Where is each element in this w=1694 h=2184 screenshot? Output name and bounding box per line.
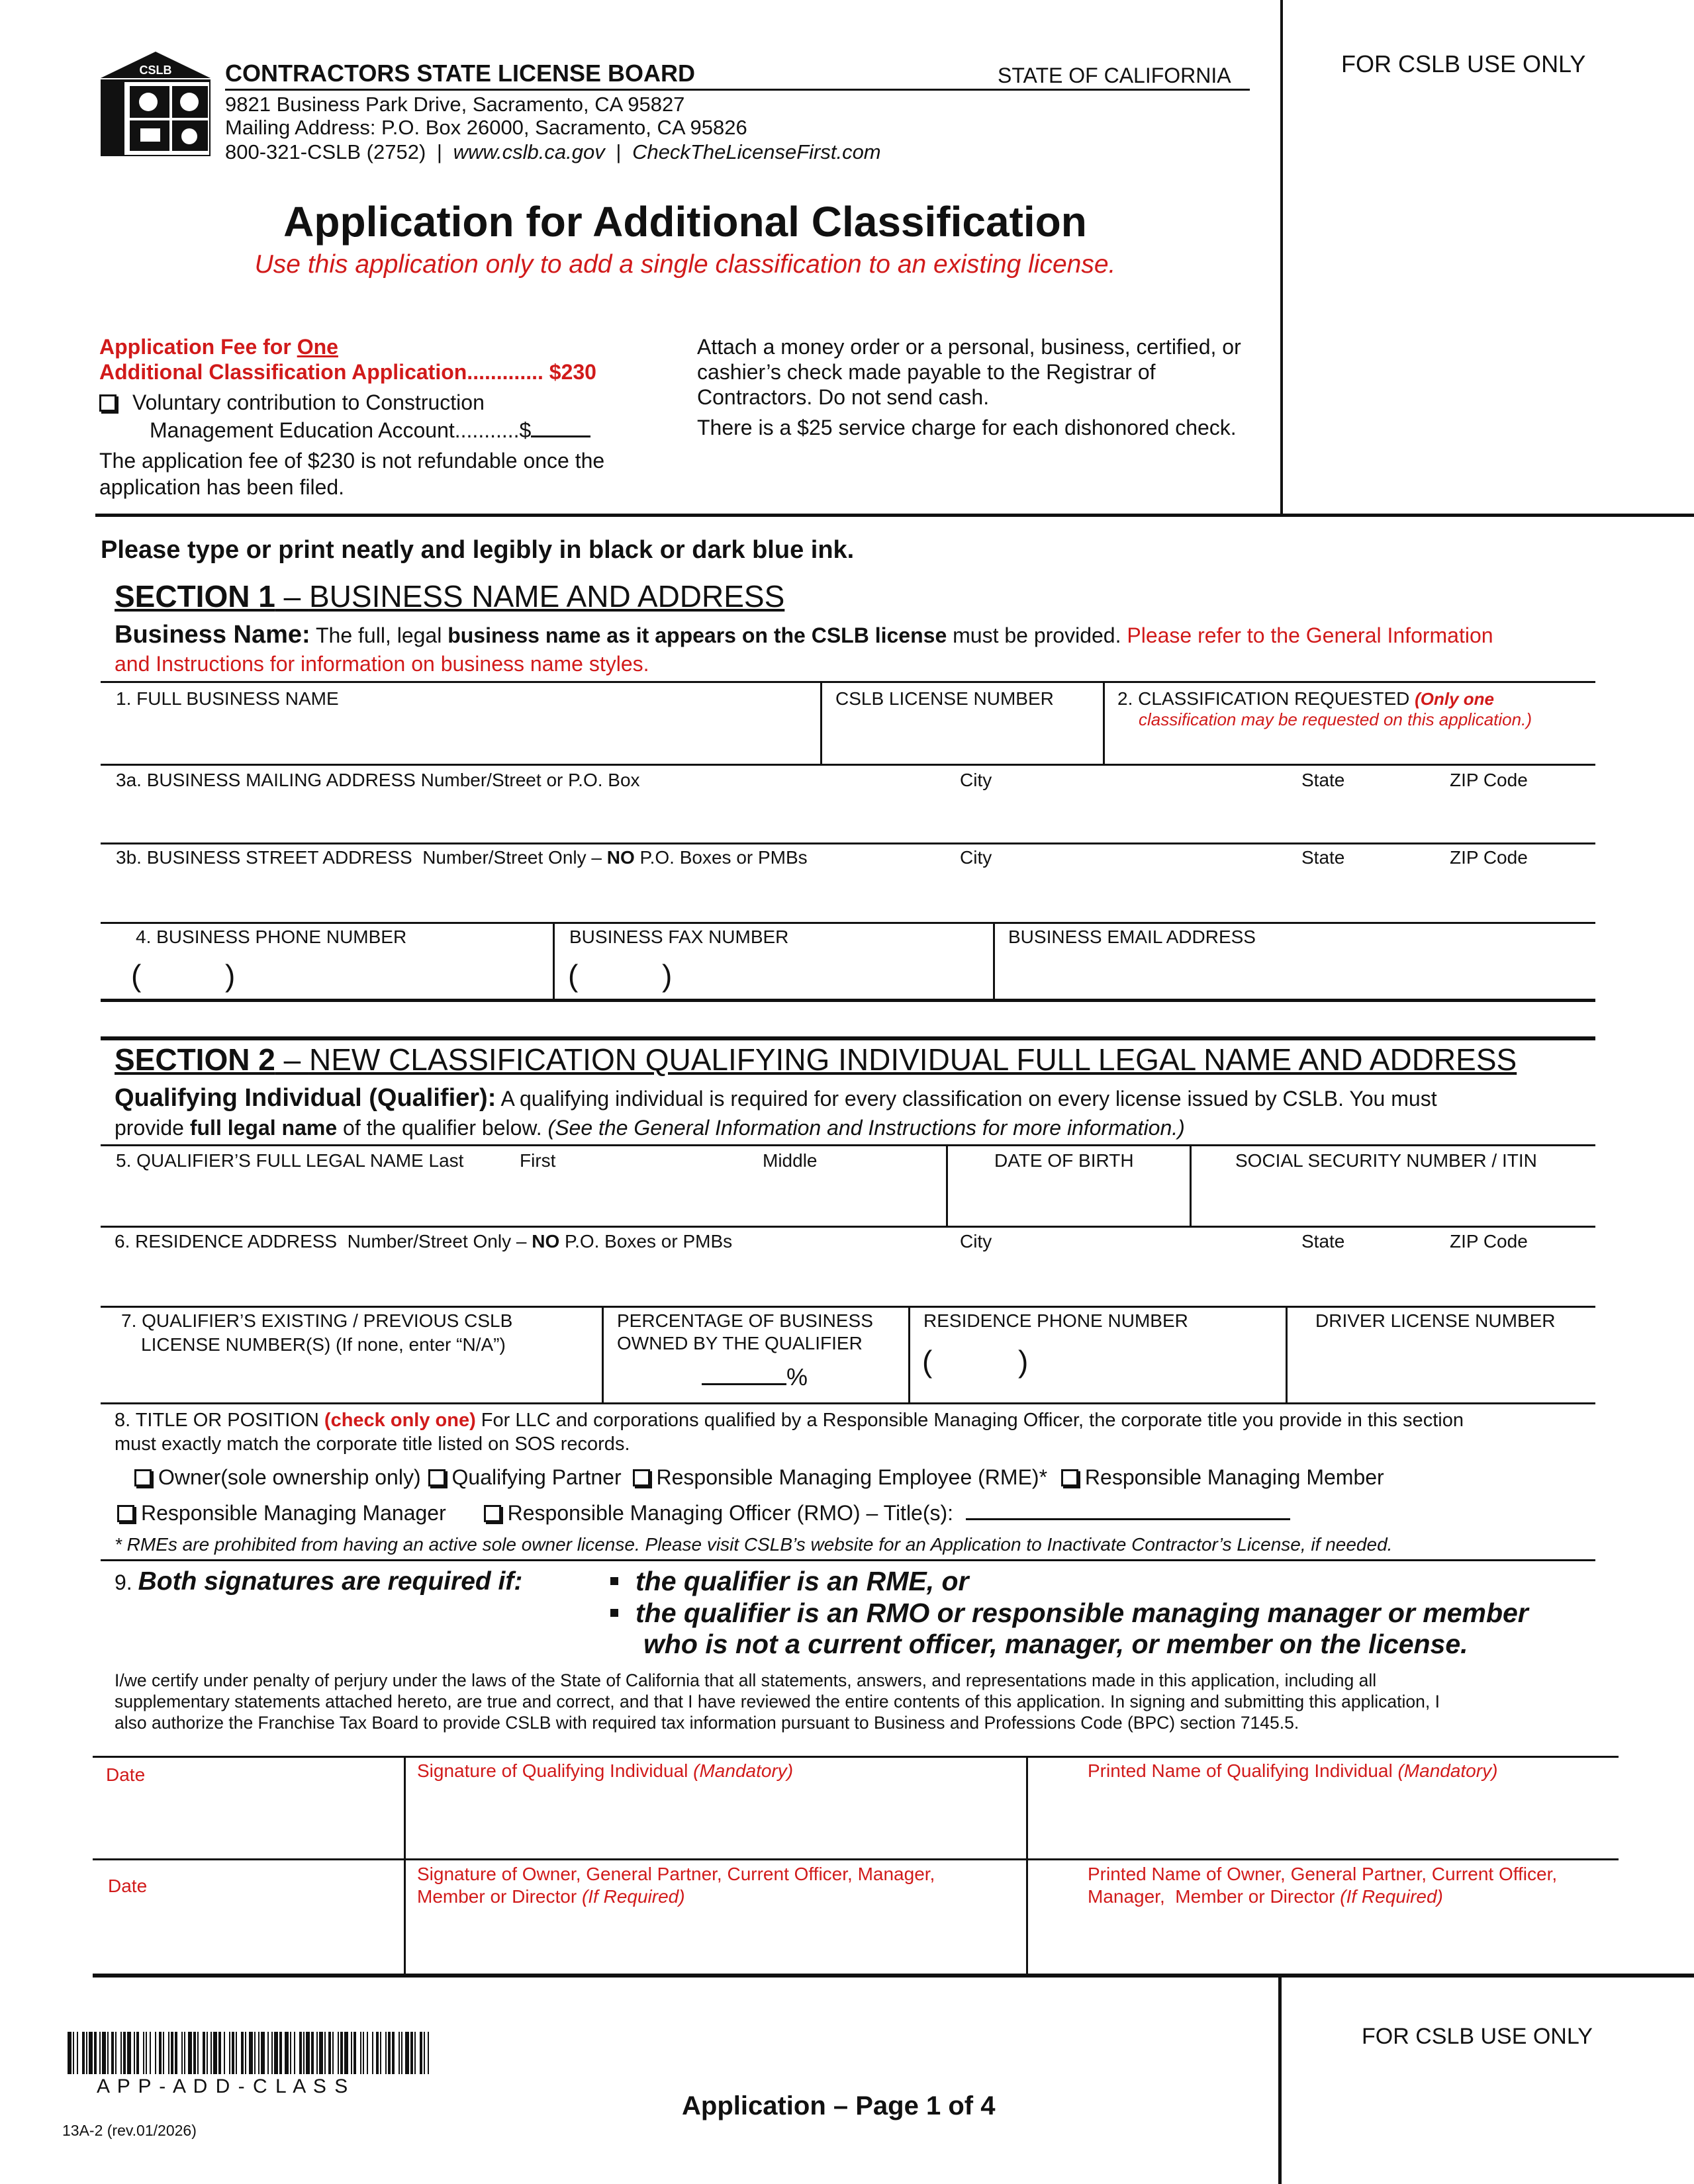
barcode-bar (261, 2032, 265, 2074)
residence-address-field[interactable] (101, 1255, 1595, 1305)
check-license-link[interactable]: CheckTheLicenseFirst.com (632, 140, 881, 163)
section-2-heading (115, 1042, 1517, 1077)
business-fax-label: BUSINESS FAX NUMBER (569, 927, 789, 947)
street-address-field[interactable] (101, 871, 1595, 921)
owner-option-label: Owner(sole ownership only) (158, 1465, 421, 1489)
title-position-label (115, 1410, 1464, 1432)
f8-pre: 8. TITLE OR POSITION (115, 1410, 324, 1431)
classification-note-1: (Only one (1415, 689, 1495, 709)
barcode-bar (290, 2032, 291, 2074)
barcode-bar (94, 2032, 97, 2074)
business-name-note (115, 621, 1493, 649)
office-use-label: FOR CSLB USE ONLY (1341, 50, 1586, 77)
residence-phone-field[interactable] (910, 1343, 1285, 1400)
barcode-bar (68, 2032, 71, 2074)
classification-note-2: classification may be requested on this application.) (1139, 709, 1532, 729)
footer-office-use-label: FOR CSLB USE ONLY (1362, 2024, 1593, 2049)
separator: | (436, 140, 442, 163)
row-rule (101, 681, 1595, 683)
barcode-bar (338, 2032, 339, 2074)
fee-one: One (297, 335, 338, 359)
title-position-line-2: must exactly match the corporate title listed on SOS records. (115, 1433, 630, 1455)
mailing-address-label: 3a. BUSINESS MAILING ADDRESS Number/Street or P.O. Box (116, 770, 640, 790)
classification-label (1117, 688, 1494, 709)
barcode-bar (99, 2032, 101, 2074)
barcode-bar (258, 2032, 259, 2074)
percent-sign: % (786, 1363, 808, 1390)
barcode-bar (319, 2032, 323, 2074)
fax-paren-close: ) (662, 958, 673, 993)
f9-bullet-1-text: the qualifier is an RME, or (635, 1566, 969, 1596)
barcode-bar (211, 2032, 212, 2074)
barcode-bar (245, 2032, 246, 2074)
voluntary-line-2: Management Education Account...........$ (150, 418, 532, 442)
rmm-manager-label: Responsible Managing Manager (141, 1501, 446, 1525)
separator: | (616, 140, 622, 163)
rmm-member-checkbox[interactable] (1061, 1469, 1078, 1486)
barcode-bar (150, 2032, 151, 2074)
barcode-bar (188, 2032, 192, 2074)
refund-line-2: application has been filed. (99, 475, 345, 499)
title-options-row-2 (117, 1501, 1290, 1525)
barcode-bar (107, 2032, 109, 2074)
footer-office-border (1278, 1976, 1282, 2184)
signatures-required-heading (115, 1567, 522, 1596)
barcode-bar (73, 2032, 74, 2074)
bn-bold: business name as it appears on the CSLB license (447, 623, 947, 647)
bullet-icon (610, 1577, 618, 1585)
owner-signature-label-2 (417, 1886, 685, 1907)
voluntary-amount-field[interactable] (531, 435, 590, 437)
street-state-label: State (1301, 847, 1345, 868)
barcode-bar (376, 2032, 379, 2074)
f9-bullet-3-text: who is not a current officer, manager, or member on the license. (643, 1629, 1468, 1659)
percentage-field-wrap (702, 1363, 808, 1391)
row-rule (101, 1559, 1595, 1561)
middle-name-label: Middle (763, 1150, 818, 1171)
qualifying-partner-label: Qualifying Partner (451, 1465, 622, 1489)
barcode-bar (146, 2032, 147, 2074)
street-address-pre: 3b. BUSINESS STREET ADDRESS Number/Street Only – (116, 847, 607, 868)
fee-line-1 (99, 335, 338, 359)
sig-bottom-rule (93, 1974, 1694, 1978)
attach-line-3: Contractors. Do not send cash. (697, 385, 990, 409)
barcode-bar (392, 2032, 395, 2074)
qualifier-label: Qualifying Individual (Qualifier): (115, 1084, 496, 1112)
barcode-bar (123, 2032, 126, 2074)
printed-owner-if-required: (If Required) (1340, 1886, 1443, 1907)
mailing-line: Mailing Address: P.O. Box 26000, Sacramento, CA 95826 (225, 116, 747, 139)
license-number-field[interactable] (822, 711, 1102, 763)
business-phone-label: 4. BUSINESS PHONE NUMBER (136, 927, 407, 947)
barcode-bar (229, 2032, 230, 2074)
barcode-bar (388, 2032, 391, 2074)
sig-owner-if-required: (If Required) (581, 1886, 685, 1907)
barcode-bar (294, 2032, 295, 2074)
existing-license-label-2: LICENSE NUMBER(S) (If none, enter “N/A”) (141, 1334, 506, 1355)
date-label-2: Date (108, 1876, 148, 1896)
barcode-bar (171, 2032, 173, 2074)
barcode-bar (410, 2032, 413, 2074)
qualifier-name-label: 5. QUALIFIER’S FULL LEGAL NAME Last (116, 1150, 464, 1171)
f9-title: Both signatures are required if: (138, 1567, 523, 1596)
barcode-bar (267, 2032, 269, 2074)
barcode-bar (197, 2032, 199, 2074)
percentage-label-1: PERCENTAGE OF BUSINESS (617, 1310, 873, 1331)
existing-license-label-1: 7. QUALIFIER’S EXISTING / PREVIOUS CSLB (121, 1310, 513, 1331)
barcode-bar (155, 2032, 156, 2074)
row-rule (101, 842, 1595, 844)
res-phone-paren-close: ) (1018, 1344, 1029, 1379)
mailing-zip-label: ZIP Code (1450, 770, 1528, 790)
row-rule (101, 1144, 1595, 1146)
service-charge: There is a $25 service charge for each dishonored check. (697, 416, 1237, 439)
date-field-2[interactable] (93, 1899, 402, 1972)
barcode-bar (399, 2032, 400, 2074)
header-bottom-rule (95, 514, 1694, 517)
page-title: Application for Additional Classification (283, 198, 1087, 246)
street-address-post: P.O. Boxes or PMBs (634, 847, 808, 868)
section-2-top-rule (101, 1036, 1595, 1040)
barcode-bar (306, 2032, 310, 2074)
barcode-bar (299, 2032, 302, 2074)
barcode-bar (285, 2032, 289, 2074)
business-name-label: Business Name: (115, 621, 310, 649)
ssn-label: SOCIAL SECURITY NUMBER / ITIN (1235, 1150, 1537, 1171)
phone-paren-close: ) (225, 958, 236, 993)
barcode-bar (207, 2032, 208, 2074)
header-rule (225, 89, 1250, 91)
barcode-bar (77, 2032, 78, 2074)
sig-rule (93, 1858, 1619, 1860)
date-label-1: Date (106, 1764, 146, 1785)
barcode-bar (203, 2032, 205, 2074)
barcode-bar (82, 2032, 85, 2074)
rme-checkbox[interactable] (633, 1469, 650, 1486)
sig-qi-mandatory: (Mandatory) (693, 1760, 794, 1781)
residence-zip-label: ZIP Code (1450, 1231, 1528, 1251)
barcode-bar (168, 2032, 169, 2074)
f9-bullet-2 (610, 1598, 1529, 1629)
barcode-text: A P P - A D D - C L A S S (97, 2075, 350, 2097)
street-zip-label: ZIP Code (1450, 847, 1528, 868)
barcode-bar (193, 2032, 196, 2074)
percentage-field[interactable] (702, 1383, 786, 1385)
barcode-bar (363, 2032, 364, 2074)
owner-signature-label-1: Signature of Owner, General Partner, Current Officer, Manager, (417, 1864, 935, 1884)
f8-red: (check only one) (324, 1410, 476, 1431)
street-address-no: NO (606, 847, 635, 868)
section-1-dash: – (275, 579, 309, 614)
barcode-bar (159, 2032, 162, 2074)
full-business-name-label: 1. FULL BUSINESS NAME (116, 688, 339, 709)
qn-pre: provide (115, 1116, 190, 1140)
cslb-logo-icon (101, 52, 211, 156)
qualifier-note-2 (115, 1116, 1185, 1140)
existing-license-field[interactable] (101, 1360, 601, 1401)
certification-line-1: I/we certify under penalty of perjury under the laws of the State of California that all statements, answers, and representations made in this application, including all (115, 1670, 1377, 1690)
bn-red-1: Please refer to the General Information (1127, 623, 1493, 647)
fax-paren-open: ( (568, 958, 579, 993)
title-options-row-1 (134, 1465, 1384, 1490)
bullet-icon (610, 1609, 618, 1617)
license-number-label: CSLB LICENSE NUMBER (835, 688, 1054, 709)
printed-owner-2-text: Manager, Member or Director (1088, 1886, 1341, 1907)
res-pre: 6. RESIDENCE ADDRESS Number/Street Only – (115, 1231, 532, 1251)
residence-city-label: City (960, 1231, 992, 1251)
sig-qi-text: Signature of Qualifying Individual (417, 1760, 694, 1781)
mailing-address-field[interactable] (101, 794, 1595, 841)
row-rule (101, 1226, 1595, 1228)
dob-label: DATE OF BIRTH (994, 1150, 1134, 1171)
barcode-bar (175, 2032, 177, 2074)
street-address-label (116, 847, 808, 868)
dob-field[interactable] (948, 1175, 1189, 1225)
rmm-member-label: Responsible Managing Member (1084, 1465, 1384, 1489)
barcode-bar (102, 2032, 106, 2074)
page-indicator: Application – Page 1 of 4 (682, 2091, 996, 2120)
barcode-bar (414, 2032, 416, 2074)
barcode-bar (115, 2032, 117, 2074)
phone-paren-open: ( (131, 958, 142, 993)
refund-line-1: The application fee of $230 is not refundable once the (99, 449, 605, 473)
residence-phone-label: RESIDENCE PHONE NUMBER (923, 1310, 1188, 1331)
qualifier-signature-field[interactable] (406, 1787, 1025, 1857)
certification-line-2: supplementary statements attached hereto, are true and correct, and that I have reviewed the entire contents of this application. In signing and submitting this application, I (115, 1692, 1440, 1711)
res-no: NO (532, 1231, 560, 1251)
residence-address-label (115, 1231, 732, 1252)
sig-owner-2-text: Member or Director (417, 1886, 582, 1907)
f9-bullet-1 (610, 1566, 968, 1597)
barcode-bar (181, 2032, 183, 2074)
barcode-bar (254, 2032, 256, 2074)
business-email-label: BUSINESS EMAIL ADDRESS (1008, 927, 1256, 947)
ssn-field[interactable] (1192, 1175, 1594, 1225)
barcode-bar (218, 2032, 221, 2074)
qualifier-note (115, 1084, 1437, 1113)
barcode-bar (136, 2032, 139, 2074)
bn-red-2: and Instructions for information on business name styles. (115, 652, 649, 676)
section-1-bottom-rule (101, 999, 1595, 1002)
attach-line-2: cashier’s check made payable to the Registrar of (697, 360, 1156, 384)
rmo-checkbox[interactable] (484, 1505, 501, 1522)
barcode-bar (213, 2032, 217, 2074)
col-rule (602, 1306, 604, 1402)
barcode-bar (143, 2032, 144, 2074)
barcode-bar (271, 2032, 273, 2074)
driver-license-label: DRIVER LICENSE NUMBER (1315, 1310, 1556, 1331)
owner-signature-field[interactable] (406, 1913, 1025, 1972)
rmo-label: Responsible Managing Officer (RMO) – Title(s): (507, 1501, 954, 1525)
barcode-bar (134, 2032, 135, 2074)
res-phone-paren-open: ( (922, 1344, 933, 1379)
fee-line-2: Additional Classification Application............. $230 (99, 360, 596, 384)
owner-printed-name-label-2 (1088, 1886, 1443, 1907)
state-label: STATE OF CALIFORNIA (998, 64, 1231, 87)
voluntary-contribution (99, 390, 485, 415)
business-fax-field[interactable] (555, 953, 992, 997)
qualifier-name-field[interactable] (101, 1175, 945, 1225)
rmm-manager-checkbox[interactable] (117, 1505, 134, 1522)
street-city-label: City (960, 847, 992, 868)
qualifier-text-1: A qualifying individual is required for every classification on every license issued by CSLB. You must (496, 1087, 1437, 1111)
qn-mid: of the qualifier below. (337, 1116, 548, 1140)
barcode-bar (344, 2032, 348, 2074)
section-2-number: SECTION 2 (115, 1042, 275, 1077)
qualifying-partner-checkbox[interactable] (428, 1469, 446, 1486)
sig-rule (93, 1756, 1619, 1758)
barcode-bar (324, 2032, 326, 2074)
barcode-bar (86, 2032, 87, 2074)
business-email-field[interactable] (995, 953, 1595, 997)
barcode-bar (405, 2032, 409, 2074)
printed-qi-text: Printed Name of Qualifying Individual (1088, 1760, 1398, 1781)
barcode-bar (316, 2032, 318, 2074)
owner-printed-name-label-1: Printed Name of Owner, General Partner, Current Officer, (1088, 1864, 1558, 1884)
barcode-bar (249, 2032, 253, 2074)
barcode-bar (184, 2032, 185, 2074)
logo-text: CSLB (139, 64, 172, 77)
voluntary-checkbox[interactable] (99, 394, 117, 412)
barcode-bar (236, 2032, 237, 2074)
agency-name: CONTRACTORS STATE LICENSE BOARD (225, 60, 696, 87)
classification-field[interactable] (1105, 728, 1595, 763)
barcode-bar (385, 2032, 387, 2074)
section-1-title: BUSINESS NAME AND ADDRESS (308, 579, 785, 614)
barcode-bar (274, 2032, 278, 2074)
row-rule (101, 922, 1595, 924)
website-link[interactable]: www.cslb.ca.gov (453, 140, 605, 163)
printed-qi-mandatory: (Mandatory) (1397, 1760, 1498, 1781)
full-business-name-field[interactable] (101, 711, 819, 763)
barcode-bar (380, 2032, 381, 2074)
section-2-title: NEW CLASSIFICATION QUALIFYING INDIVIDUAL FULL LEGAL NAME AND ADDRESS (308, 1042, 1517, 1077)
f9-bullet-2-text: the qualifier is an RMO or responsible managing manager or member (635, 1598, 1529, 1628)
contact-line (225, 140, 881, 164)
f8-post: For LLC and corporations qualified by a Responsible Managing Officer, the corporate title you provide in this section (475, 1410, 1464, 1431)
barcode-bar (360, 2032, 361, 2074)
residence-state-label: State (1301, 1231, 1345, 1251)
rme-note: * RMEs are prohibited from having an active sole owner license. Please visit CSLB’s website for an Application to Inactivate Contractor’s License, if needed. (115, 1534, 1393, 1555)
voluntary-line-1: Voluntary contribution to Construction (132, 390, 485, 414)
voluntary-line-2-wrap (150, 418, 590, 443)
barcode-bar (372, 2032, 373, 2074)
f9-number: 9. (115, 1570, 138, 1594)
barcode-bar (224, 2032, 225, 2074)
qn-italic: (See the General Information and Instructions for more information.) (547, 1116, 1185, 1140)
driver-license-field[interactable] (1288, 1343, 1595, 1400)
barcode-bar (279, 2032, 282, 2074)
owner-printed-name-field[interactable] (1028, 1913, 1619, 1972)
section-1-heading (115, 578, 784, 614)
barcode-bar (332, 2032, 334, 2074)
qualifier-signature-label (417, 1760, 793, 1782)
barcode-bar (420, 2032, 422, 2074)
barcode-bar (424, 2032, 425, 2074)
bn-text-2: must be provided. (947, 623, 1127, 647)
barcode-bar (353, 2032, 356, 2074)
barcode-bar (127, 2032, 131, 2074)
barcode-bar (328, 2032, 331, 2074)
row-rule (101, 764, 1595, 766)
barcode-bar (401, 2032, 402, 2074)
mailing-state-label: State (1301, 770, 1345, 790)
barcode-bar (311, 2032, 314, 2074)
percentage-label-2: OWNED BY THE QUALIFIER (617, 1333, 863, 1353)
rme-label: Responsible Managing Employee (RME)* (656, 1465, 1048, 1489)
barcode-bar (232, 2032, 234, 2074)
barcode-bar (89, 2032, 93, 2074)
owner-checkbox[interactable] (134, 1469, 152, 1486)
mailing-city-label: City (960, 770, 992, 790)
ink-instruction: Please type or print neatly and legibly in black or dark blue ink. (101, 536, 855, 564)
section-1-number: SECTION 1 (115, 579, 275, 614)
qn-bold: full legal name (189, 1116, 338, 1140)
fee-prefix: Application Fee for (99, 335, 297, 359)
attach-line-1: Attach a money order or a personal, business, certified, or (697, 335, 1241, 359)
row-rule (101, 1402, 1595, 1404)
barcode-bar (163, 2032, 164, 2074)
barcode-bar (351, 2032, 352, 2074)
barcode-bar (428, 2032, 429, 2074)
business-phone-field[interactable] (101, 953, 552, 997)
barcode-bar (241, 2032, 244, 2074)
bn-text-1: The full, legal (310, 623, 448, 647)
cslb-logo (101, 52, 211, 156)
barcode-bar (367, 2032, 368, 2074)
barcode-bar (340, 2032, 343, 2074)
phone-number: 800-321-CSLB (2752) (225, 140, 426, 163)
form-number: 13A-2 (rev.01/2026) (62, 2122, 197, 2139)
first-name-label: First (520, 1150, 556, 1171)
res-post: P.O. Boxes or PMBs (559, 1231, 733, 1251)
row-rule (101, 1306, 1595, 1308)
date-field-1[interactable] (93, 1787, 402, 1857)
section-2-dash: – (275, 1042, 309, 1077)
page-subtitle: Use this application only to add a single classification to an existing license. (254, 250, 1116, 279)
certification-line-3: also authorize the Franchise Tax Board to provide CSLB with required tax information pursuant to Business and Professions Code (BPC) section 7145.5. (115, 1713, 1299, 1733)
qualifier-printed-name-field[interactable] (1028, 1787, 1619, 1857)
address-line: 9821 Business Park Drive, Sacramento, CA 95827 (225, 93, 685, 116)
barcode-bar (303, 2032, 305, 2074)
classification-text: 2. CLASSIFICATION REQUESTED (1117, 688, 1415, 709)
rmo-title-field[interactable] (966, 1518, 1290, 1520)
barcode-bar (111, 2032, 114, 2074)
qualifier-printed-name-label (1088, 1760, 1497, 1782)
barcode-bar (120, 2032, 122, 2074)
